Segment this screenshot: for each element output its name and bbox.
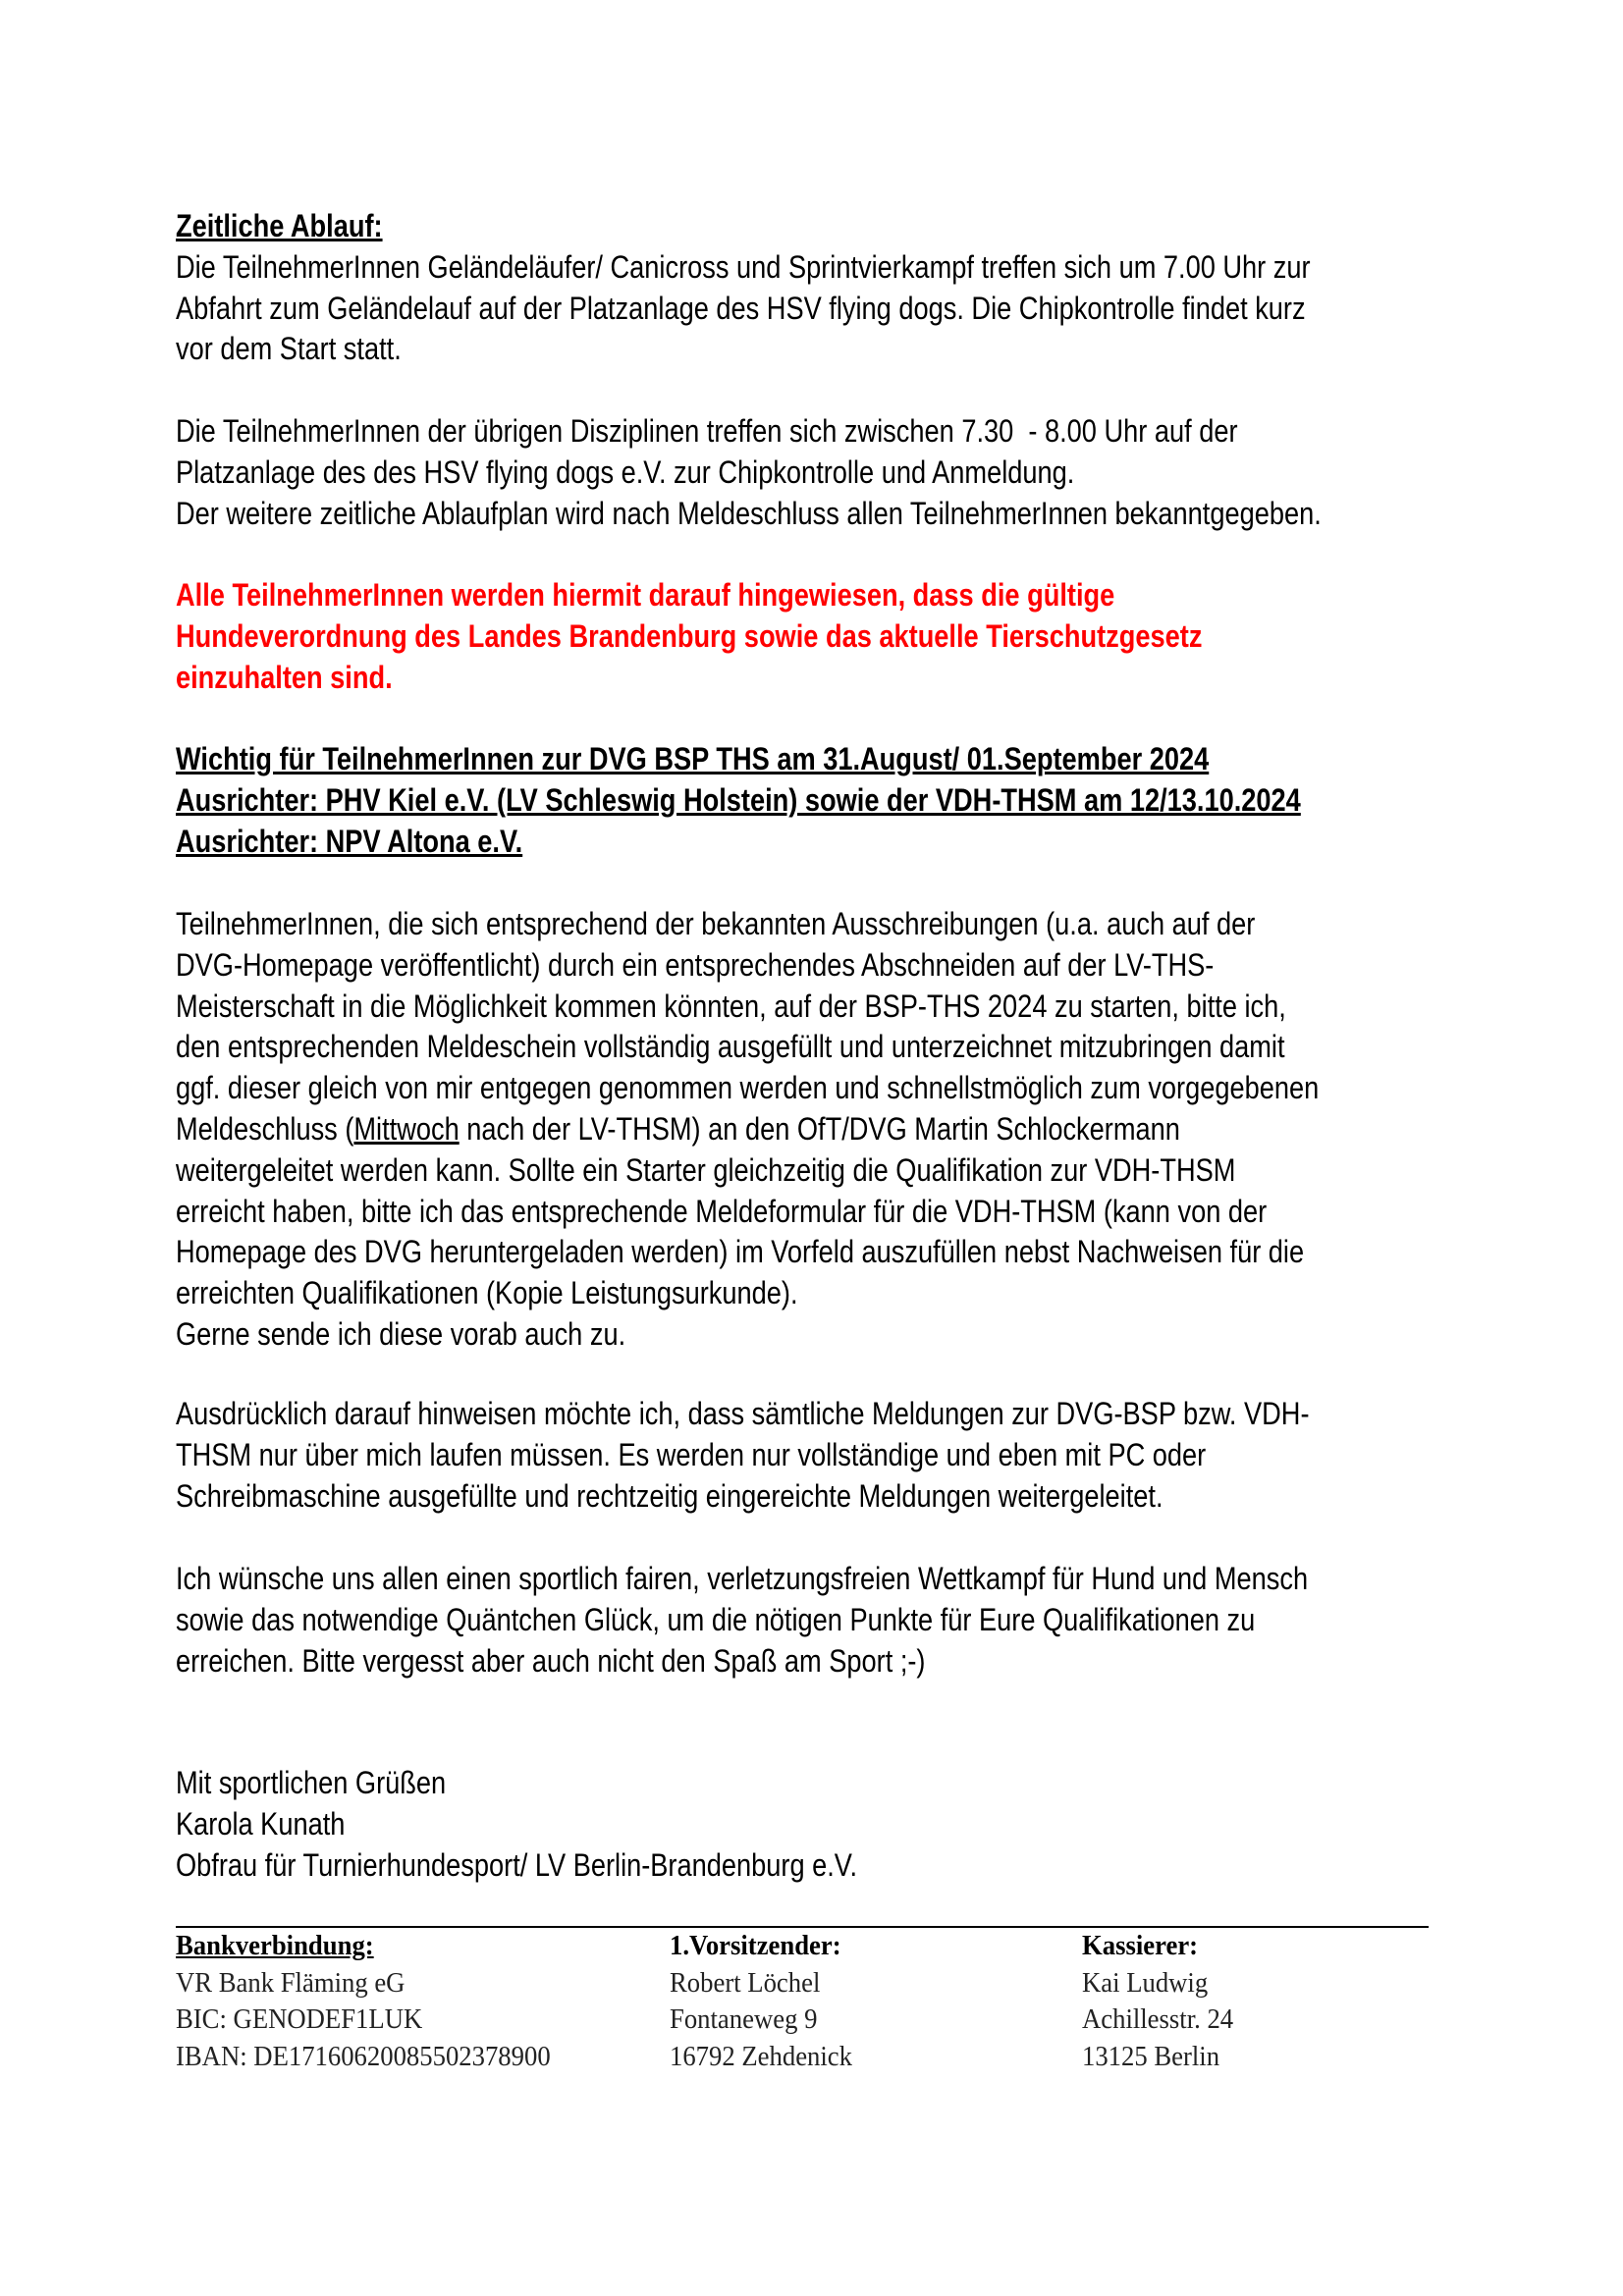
text-line: den entsprechenden Meldeschein vollständig ausgefüllt und unterzeichnet mitzubringen damit xyxy=(176,1029,1285,1065)
text-line: sowie das notwendige Quäntchen Glück, um die nötigen Punkte für Eure Qualifikationen zu xyxy=(176,1601,1256,1637)
text-line: Platzanlage des des HSV flying dogs e.V. zur Chipkontrolle und Anmeldung. xyxy=(176,454,1075,490)
text-line: Meisterschaft in die Möglichkeit kommen könnten, auf der BSP-THS 2024 zu starten, bitte ich, xyxy=(176,988,1286,1024)
footer-line: VR Bank Fläming eG xyxy=(176,1966,406,1999)
footer-treasurer xyxy=(1082,1928,1247,2076)
underlined-word: Mittwoch xyxy=(353,1110,460,1147)
text-line: ggf. dieser gleich von mir entgegen genommen werden und schnellstmöglich zum vorgegebenen xyxy=(176,1070,1320,1106)
warning-notice xyxy=(176,575,1383,698)
text-line: Gerne sende ich diese vorab auch zu. xyxy=(176,1315,626,1352)
text-line: Homepage des DVG heruntergeladen werden) im Vorfeld auszufüllen nebst Nachweisen für die xyxy=(176,1234,1305,1270)
text-line: Ich wünsche uns allen einen sportlich fairen, verletzungsfreien Wettkampf für Hund und Mensch xyxy=(176,1561,1309,1596)
warning-line: einzuhalten sind. xyxy=(176,659,393,695)
signer-name: Karola Kunath xyxy=(176,1805,346,1842)
footer-heading: Kassierer: xyxy=(1082,1930,1199,1961)
footer-chair xyxy=(670,1928,868,2076)
important-line: Ausrichter: PHV Kiel e.V. (LV Schleswig Holstein) sowie der VDH-THSM am 12/13.10.2024 xyxy=(176,781,1301,818)
footer-heading: Bankverbindung: xyxy=(176,1930,374,1961)
important-line: Wichtig für TeilnehmerInnen zur DVG BSP THS am 31.August/ 01.September 2024 xyxy=(176,741,1210,776)
text-line: Der weitere zeitliche Ablaufplan wird nach Meldeschluss allen TeilnehmerInnen bekanntgegeben. xyxy=(176,495,1322,531)
text-line: erreichten Qualifikationen (Kopie Leistungsurkunde). xyxy=(176,1275,798,1311)
section-title: Zeitliche Ablauf: xyxy=(176,208,383,243)
text-line: Abfahrt zum Geländelauf auf der Platzanlage des HSV flying dogs. Die Chipkontrolle findet kurz xyxy=(176,290,1306,326)
text-line: erreichen. Bitte vergesst aber auch nicht den Spaß am Sport ;-) xyxy=(176,1642,926,1679)
footer-heading: 1.Vorsitzender: xyxy=(670,1930,841,1961)
text-line: DVG-Homepage veröffentlicht) durch ein entsprechendes Abschneiden auf der LV-THS- xyxy=(176,946,1215,983)
closing-line: Mit sportlichen Grüßen xyxy=(176,1765,447,1800)
paragraph-registration xyxy=(176,904,1521,1356)
footer-line: Fontaneweg 9 xyxy=(670,2003,818,2036)
footer-line: 16792 Zehdenick xyxy=(670,2041,852,2073)
footer-line: Robert Löchel xyxy=(670,1966,821,1999)
closing-signature xyxy=(176,1763,977,1886)
text-line: Ausdrücklich darauf hinweisen möchte ich, dass sämtliche Meldungen zur DVG-BSP bzw. VDH- xyxy=(176,1396,1310,1431)
footer-line: 13125 Berlin xyxy=(1082,2041,1220,2073)
paragraph-registrations-note xyxy=(176,1394,1509,1517)
paragraph-wishes xyxy=(176,1559,1508,1682)
section-zeitlicher-ablauf xyxy=(176,206,1511,370)
warning-line: Alle TeilnehmerInnen werden hiermit darauf hingewiesen, dass die gültige xyxy=(176,577,1115,613)
footer-line: BIC: GENODEF1LUK xyxy=(176,2003,423,2036)
text-fragment: Meldeschluss ( xyxy=(176,1110,354,1147)
text-fragment: nach der LV-THSM) an den OfT/DVG Martin Schlockermann xyxy=(459,1110,1180,1147)
footer-line: IBAN: DE17160620085502378900 xyxy=(176,2041,551,2073)
footer-line: Achillesstr. 24 xyxy=(1082,2003,1234,2036)
text-line: Die TeilnehmerInnen Geländeläufer/ Canicross und Sprintvierkampf treffen sich um 7.00 Uhr zur xyxy=(176,248,1311,285)
text-line: Schreibmaschine ausgefüllte und rechtzeitig eingereichte Meldungen weitergeleitet. xyxy=(176,1477,1163,1514)
text-line: vor dem Start statt. xyxy=(176,331,402,367)
warning-line: Hundeverordnung des Landes Brandenburg sowie das aktuelle Tierschutzgesetz xyxy=(176,617,1203,654)
text-line xyxy=(176,1109,1319,1150)
paragraph-other-disciplines xyxy=(176,411,1524,534)
text-line: weitergeleitet werden kann. Sollte ein Starter gleichzeitig die Qualifikation zur VDH-THSM xyxy=(176,1151,1236,1188)
footer-line: Kai Ludwig xyxy=(1082,1966,1209,1999)
important-heading xyxy=(176,739,1499,862)
important-line: Ausrichter: NPV Altona e.V. xyxy=(176,823,523,859)
text-line: TeilnehmerInnen, die sich entsprechend der bekannten Ausschreibungen (u.a. auch auf der xyxy=(176,906,1256,941)
signer-title: Obfrau für Turnierhundesport/ LV Berlin-Brandenburg e.V. xyxy=(176,1846,858,1883)
text-line: Die TeilnehmerInnen der übrigen Disziplinen treffen sich zwischen 7.30 - 8.00 Uhr auf der xyxy=(176,413,1238,449)
footer-bank xyxy=(176,1928,583,2076)
text-line: erreicht haben, bitte ich das entsprechende Meldeformular für die VDH-THSM (kann von der xyxy=(176,1193,1268,1229)
text-line: THSM nur über mich laufen müssen. Es werden nur vollständige und eben mit PC oder xyxy=(176,1436,1207,1472)
